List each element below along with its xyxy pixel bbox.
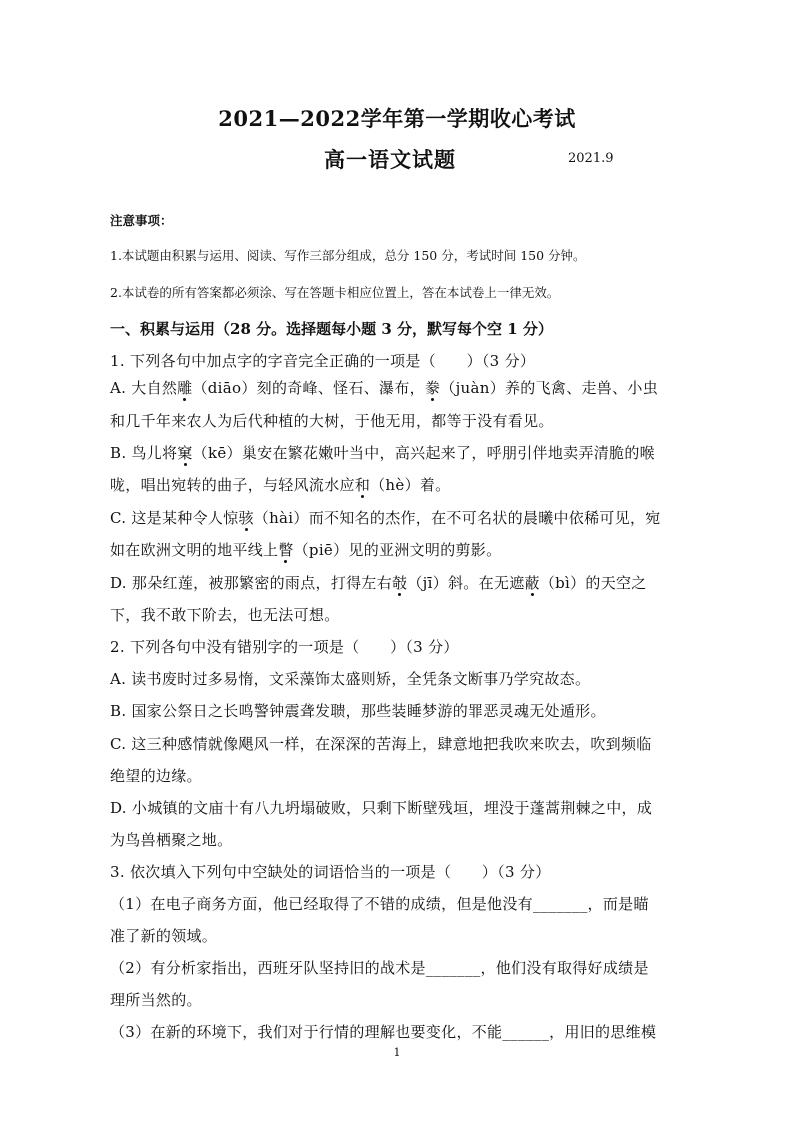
option-a-line xyxy=(110,377,658,398)
text-segment: （hài）而不知名的杰作，在不可名状的晨曦中依稀可见，宛 xyxy=(253,509,661,527)
option-c-line xyxy=(110,539,501,560)
section-heading: 一、积累与运用（28 分。选择题每小题 3 分，默写每个空 1 分） xyxy=(110,320,553,338)
notice-item: 1.本试题由积累与运用、阅读、写作三部分组成，总分 150 分，考试时间 150 分钟。 xyxy=(110,248,586,263)
dotted-character: 窠 xyxy=(177,444,193,462)
option-d-line: D. 小城镇的文庙十有八九坍塌破败，只剩下断壁残垣，埋没于蓬蒿荆棘之中，成 xyxy=(110,799,653,817)
sentence-line: （2）有分析家指出，西班牙队坚持旧的战术是_______，他们没有取得好成绩是 xyxy=(110,959,649,977)
option-a-line: A. 读书废时过多易惰，文采藻饰太盛则矫，全凭条文断事乃学究故态。 xyxy=(110,670,591,688)
option-d-line: 为鸟兽栖聚之地。 xyxy=(110,831,233,849)
text-segment: （piē）见的亚洲文明的剪影。 xyxy=(293,541,502,559)
option-a-line: 和几千年来农人为后代种植的大树，于他无用，都等于没有看见。 xyxy=(110,412,554,430)
question-stem: 2. 下列各句中没有错别字的一项是（ ）（3 分） xyxy=(110,638,459,656)
dotted-character: 蔽 xyxy=(524,574,540,592)
text-segment: （kē）巢安在繁花嫩叶当中，高兴起来了，呼朋引伴地卖弄清脆的喉 xyxy=(192,444,655,462)
text-segment: A. 大自然 xyxy=(110,379,178,397)
sentence-line: （3）在新的环境下，我们对于行情的理解也要变化，不能______，用旧的思维模 xyxy=(110,1023,657,1041)
page-number: 1 xyxy=(393,1046,401,1059)
option-d-line xyxy=(110,572,647,593)
text-segment: 咙，唱出宛转的曲子，与轻风流水应 xyxy=(110,476,355,494)
question-stem: 3. 依次填入下列句中空缺处的词语恰当的一项是（ ）（3 分） xyxy=(110,863,551,881)
option-b-line xyxy=(110,442,655,463)
text-segment: （hè）着。 xyxy=(370,476,451,494)
dotted-character: 和 xyxy=(354,476,371,494)
question-stem: 1. 下列各句中加点字的字音完全正确的一项是（ ）（3 分） xyxy=(110,352,536,370)
option-c-line: 绝望的边缘。 xyxy=(110,767,202,785)
exam-date: 2021.9 xyxy=(568,151,614,166)
text-segment: D. 那朵红莲，被那繁密的雨点，打得左右 xyxy=(110,574,393,592)
text-segment: 如在欧洲文明的地平线上 xyxy=(110,541,279,559)
notice-item: 2.本试卷的所有答案都必须涂、写在答题卡相应位置上，答在本试卷上一律无效。 xyxy=(110,285,560,300)
dotted-character: 豢 xyxy=(424,379,441,397)
sentence-line: （1）在电子商务方面，他已经取得了不错的成绩，但是他没有_______，而是瞄 xyxy=(110,895,649,913)
dotted-character: 攲 xyxy=(392,574,408,592)
sentence-line: 理所当然的。 xyxy=(110,991,202,1009)
option-b-line xyxy=(110,474,450,495)
option-b-line: B. 国家公祭日之长鸣警钟震聋发聩，那些装睡梦游的罪恶灵魂无处遁形。 xyxy=(110,702,606,720)
sentence-line: 准了新的领域。 xyxy=(110,927,218,945)
option-c-line: C. 这三种感情就像飓风一样，在深深的苦海上，肆意地把我吹来吹去，吹到频临 xyxy=(110,735,652,753)
dotted-character: 雕 xyxy=(177,379,193,397)
text-segment: （diāo）刻的奇峰、怪石、瀑布， xyxy=(192,379,425,397)
text-segment: （juàn）养的飞禽、走兽、小虫 xyxy=(440,379,658,397)
text-segment: B. 鸟儿将 xyxy=(110,444,178,462)
dotted-character: 骇 xyxy=(238,509,254,527)
dotted-character: 瞥 xyxy=(278,541,294,559)
option-d-line: 下，我不敢下阶去，也无法可想。 xyxy=(110,606,340,624)
exam-title: 2021—2022学年第一学期收心考试 xyxy=(218,106,576,131)
text-segment: C. 这是某种令人惊 xyxy=(110,509,239,527)
option-c-line xyxy=(110,507,661,528)
text-segment: （bì）的天空之 xyxy=(539,574,647,592)
notice-heading: 注意事项： xyxy=(110,213,173,228)
text-segment: （jī）斜。在无遮 xyxy=(407,574,525,592)
exam-subtitle: 高一语文试题 xyxy=(324,147,456,172)
